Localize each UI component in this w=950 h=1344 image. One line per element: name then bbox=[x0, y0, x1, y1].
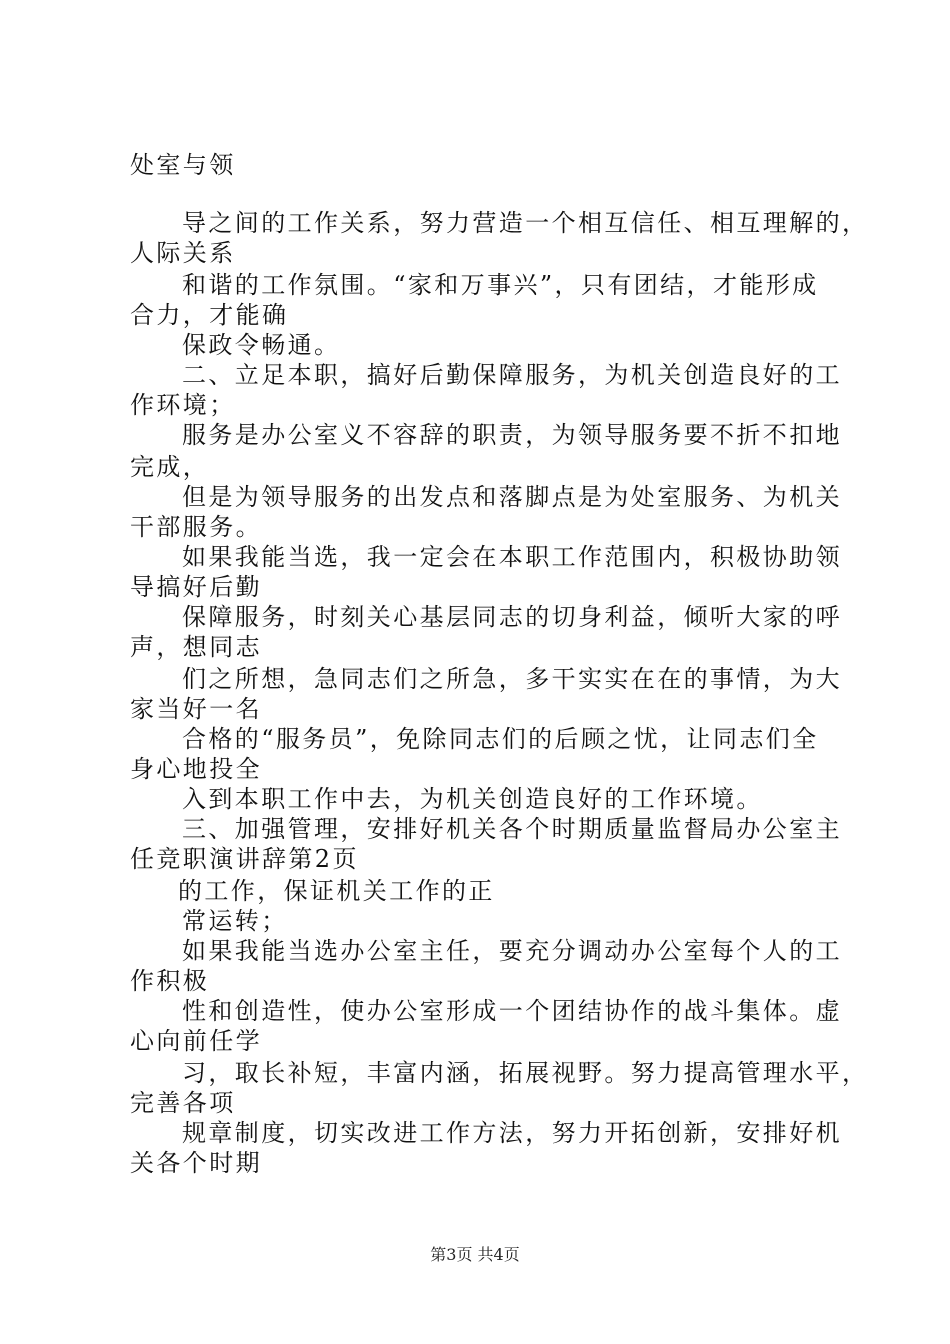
text-line: 身心地投全 bbox=[130, 755, 262, 783]
text-line: 合格的“服务员”，免除同志们的后顾之忧，让同志们全 bbox=[182, 725, 819, 753]
text-line: 人际关系 bbox=[130, 239, 236, 267]
text-line: 完善各项 bbox=[130, 1089, 236, 1117]
text-line: 入到本职工作中去，为机关创造良好的工作环境。 bbox=[182, 785, 763, 813]
text-line: 规章制度，切实改进工作方法，努力开拓创新，安排好机 bbox=[182, 1119, 842, 1147]
text-line: 心向前任学 bbox=[130, 1027, 262, 1055]
text-line: 和谐的工作氛围。“家和万事兴”，只有团结，才能形成 bbox=[182, 271, 819, 299]
text-line: 导搞好后勤 bbox=[130, 573, 262, 601]
text-line: 习，取长补短，丰富内涵，拓展视野。努力提高管理水平， bbox=[182, 1059, 869, 1087]
text-line: 完成， bbox=[130, 453, 210, 481]
text-line: 服务是办公室义不容辞的职责，为领导服务要不折不扣地 bbox=[182, 421, 842, 449]
text-line: 二、立足本职，搞好后勤保障服务，为机关创造良好的工 bbox=[182, 361, 842, 389]
text-line: 性和创造性，使办公室形成一个团结协作的战斗集体。虚 bbox=[182, 997, 842, 1025]
text-line: 们之所想，急同志们之所急，多干实实在在的事情，为大 bbox=[182, 665, 842, 693]
text-line: 保障服务，时刻关心基层同志的切身利益，倾听大家的呼 bbox=[182, 603, 842, 631]
text-line: 干部服务。 bbox=[130, 513, 262, 541]
page-number-footer: 第3页 共4页 bbox=[430, 1245, 520, 1264]
text-line: 导之间的工作关系，努力营造一个相互信任、相互理解的， bbox=[182, 209, 869, 237]
text-line: 任竞职演讲辞第2页 bbox=[130, 845, 359, 873]
text-line: 保政令畅通。 bbox=[182, 331, 341, 359]
text-line: 但是为领导服务的出发点和落脚点是为处室服务、为机关 bbox=[182, 483, 842, 511]
text-line: 常运转； bbox=[182, 907, 288, 935]
text-line: 家当好一名 bbox=[130, 695, 262, 723]
text-line: 三、加强管理，安排好机关各个时期质量监督局办公室主 bbox=[182, 815, 842, 843]
text-line: 作环境； bbox=[130, 391, 236, 419]
text-line: 关各个时期 bbox=[130, 1149, 262, 1177]
text-line: 合力，才能确 bbox=[130, 301, 289, 329]
text-line: 如果我能当选办公室主任，要充分调动办公室每个人的工 bbox=[182, 937, 842, 965]
text-line: 声，想同志 bbox=[130, 633, 262, 661]
text-line: 处室与领 bbox=[130, 151, 236, 179]
text-line: 如果我能当选，我一定会在本职工作范围内，积极协助领 bbox=[182, 543, 842, 571]
text-line: 作积极 bbox=[130, 967, 210, 995]
text-line: 的工作，保证机关工作的正 bbox=[178, 877, 495, 905]
